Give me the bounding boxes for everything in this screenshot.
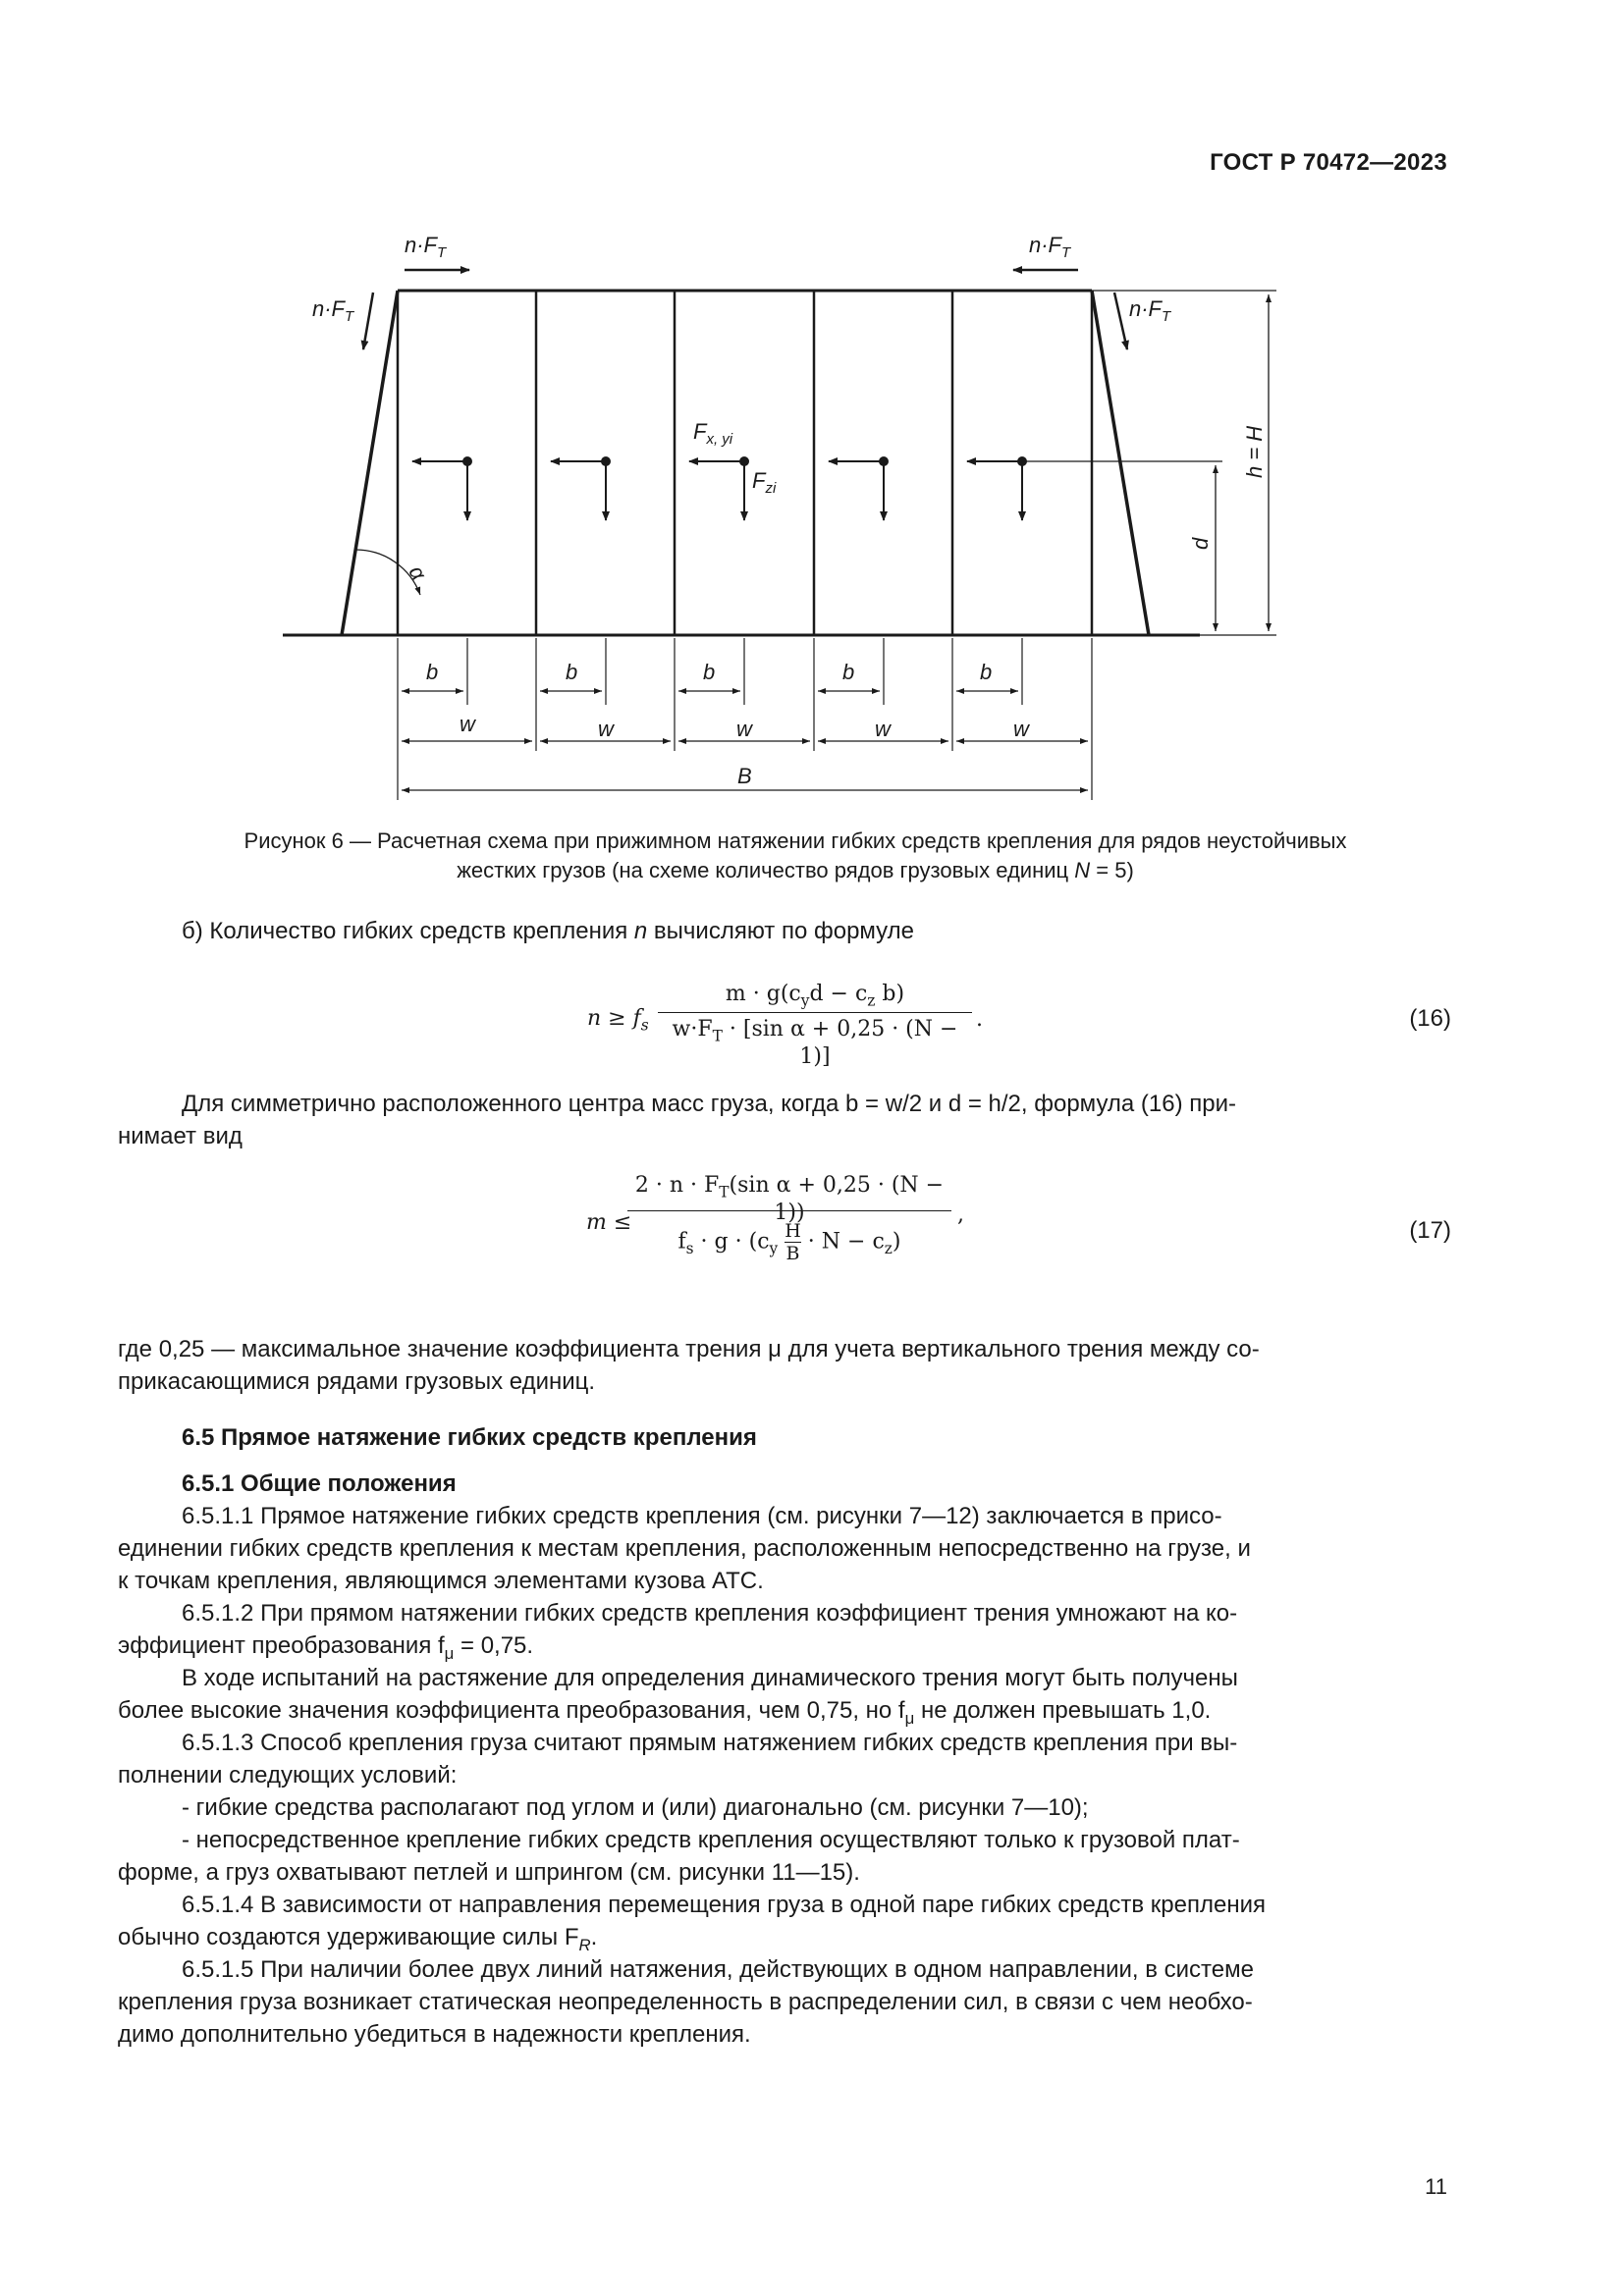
center-of-mass — [462, 456, 472, 466]
strap-right — [1092, 291, 1149, 635]
formula-16-number: (16) — [1409, 1005, 1451, 1032]
paragraph-where-2: прикасающимися рядами грузовых единиц. — [118, 1368, 596, 1395]
center-of-mass — [879, 456, 889, 466]
paragraph-symmetric-cont: нимает вид — [118, 1123, 243, 1149]
p-6-5-1-5-line2: крепления груза возникает статическая неопределенность в распределении сил, в связи с чем необхо- — [118, 1989, 1253, 2015]
section-heading-6-5: 6.5 Прямое натяжение гибких средств крепления — [182, 1424, 757, 1451]
paragraph-where-1: где 0,25 — максимальное значение коэффициента трения μ для учета вертикального трения между со- — [118, 1336, 1260, 1362]
force-label: n·F — [312, 296, 345, 321]
paragraph-symmetric: Для симметрично расположенного центра масс груза, когда b = w/2 и d = h/2, формула (16) при- — [182, 1091, 1237, 1117]
bullet-2-line2: форме, а груз охватывают петлей и шпрингом (см. рисунки 11—15). — [118, 1859, 860, 1886]
p-6-5-1-2-line1: 6.5.1.2 При прямом натяжении гибких средств крепления коэффициент трения умножают на ко- — [182, 1600, 1238, 1627]
p-6-5-1-5-line3: димо дополнительно убедиться в надежности крепления. — [118, 2021, 751, 2048]
p-6-5-1-1-line1: 6.5.1.1 Прямое натяжение гибких средств крепления (см. рисунки 7—12) заключается в присо- — [182, 1503, 1222, 1529]
w-label: w — [736, 717, 752, 741]
B-label: B — [737, 764, 752, 788]
bullet-2-line1: - непосредственное крепление гибких средств крепления осуществляют только к грузовой плат- — [182, 1827, 1240, 1853]
center-of-mass — [739, 456, 749, 466]
svg-text:Fzi: $F_{zi}$ — [752, 468, 777, 497]
force-arrow — [1114, 293, 1127, 349]
fxy-label: F — [693, 419, 707, 444]
p-test-line2: более высокие значения коэффициента преобразования, чем 0,75, но $f_\mu$ не должен превышать 1,0. — [118, 1697, 1212, 1728]
bullet-1: - гибкие средства располагают под углом и (или) диагонально (см. рисунки 7—10); — [182, 1794, 1089, 1821]
w-label: w — [1013, 717, 1029, 741]
w-label: w — [460, 712, 475, 736]
p-6-5-1-5-line1: 6.5.1.5 При наличии более двух линий натяжения, действующих в одном направлении, в системе — [182, 1956, 1254, 1983]
p-6-5-1-4-line2: обычно создаются удерживающие силы $F_R$. — [118, 1924, 598, 1954]
fz-label: F — [752, 468, 766, 493]
b-label: b — [980, 660, 993, 684]
svg-text:Fx, yi: $F_{x, yi}$ — [693, 419, 733, 448]
h-label: h = H — [1242, 425, 1267, 478]
section-heading-6-5-1: 6.5.1 Общие положения — [182, 1470, 457, 1497]
p-6-5-1-1-line3: к точкам крепления, являющимся элементами кузова АТС. — [118, 1568, 764, 1594]
p-6-5-1-1-line2: единении гибких средств крепления к местам крепления, расположенным непосредственно на грузе, и — [118, 1535, 1251, 1562]
p-6-5-1-3-line2: полнении следующих условий: — [118, 1762, 458, 1789]
figure-caption: Рисунок 6 — Расчетная схема при прижимном натяжении гибких средств крепления для рядов неустойчивых жестких грузов (на схеме количество рядов грузовых единиц N = 5) — [244, 828, 1347, 882]
p-6-5-1-4-line1: 6.5.1.4 В зависимости от направления перемещения груза в одной паре гибких средств крепления — [182, 1892, 1266, 1918]
svg-text:n·FT: $n\cdot F_T$ — [1029, 233, 1071, 261]
force-label: n·F — [405, 233, 437, 257]
force-label: n·F — [1029, 233, 1061, 257]
p-6-5-1-2-line2: эффициент преобразования $f_\mu = 0,75$. — [118, 1632, 534, 1663]
b-label: b — [566, 660, 578, 684]
p-test-line1: В ходе испытаний на растяжение для определения динамического трения могут быть получены — [182, 1665, 1238, 1691]
figure-6-diagram — [275, 221, 1296, 805]
formula-17: m ≤ $2 \cdot n \cdot F_T(\sin$ α + 0,25 · (N − 1)) $f_s \cdot g \cdot (c_y$ $\frac{H}{B}$ · $N - c_z$) , — [586, 1173, 964, 1264]
center-of-mass — [601, 456, 611, 466]
paragraph-b: б) Количество гибких средств крепления n вычисляют по формуле — [182, 918, 915, 944]
page-number: 11 — [1425, 2174, 1447, 2199]
document-header: ГОСТ Р 70472—2023 — [1210, 149, 1447, 176]
b-label: b — [426, 660, 439, 684]
strap-left — [342, 291, 398, 635]
w-label: w — [875, 717, 891, 741]
d-label: d — [1188, 537, 1213, 550]
force-label: n·F — [1129, 296, 1162, 321]
svg-text:n·FT: $n\cdot F_T$ — [1129, 296, 1171, 325]
svg-text:n·FT: $n\cdot F_T$ — [312, 296, 354, 325]
force-arrow — [363, 293, 373, 349]
p-6-5-1-3-line1: 6.5.1.3 Способ крепления груза считают прямым натяжением гибких средств крепления при вы- — [182, 1730, 1238, 1756]
b-label: b — [703, 660, 716, 684]
formula-17-number: (17) — [1409, 1217, 1451, 1244]
svg-text:n·FT: $n\cdot F_T$ — [405, 233, 447, 261]
w-label: w — [598, 717, 614, 741]
alpha-label: α — [404, 561, 432, 585]
b-label: b — [842, 660, 855, 684]
